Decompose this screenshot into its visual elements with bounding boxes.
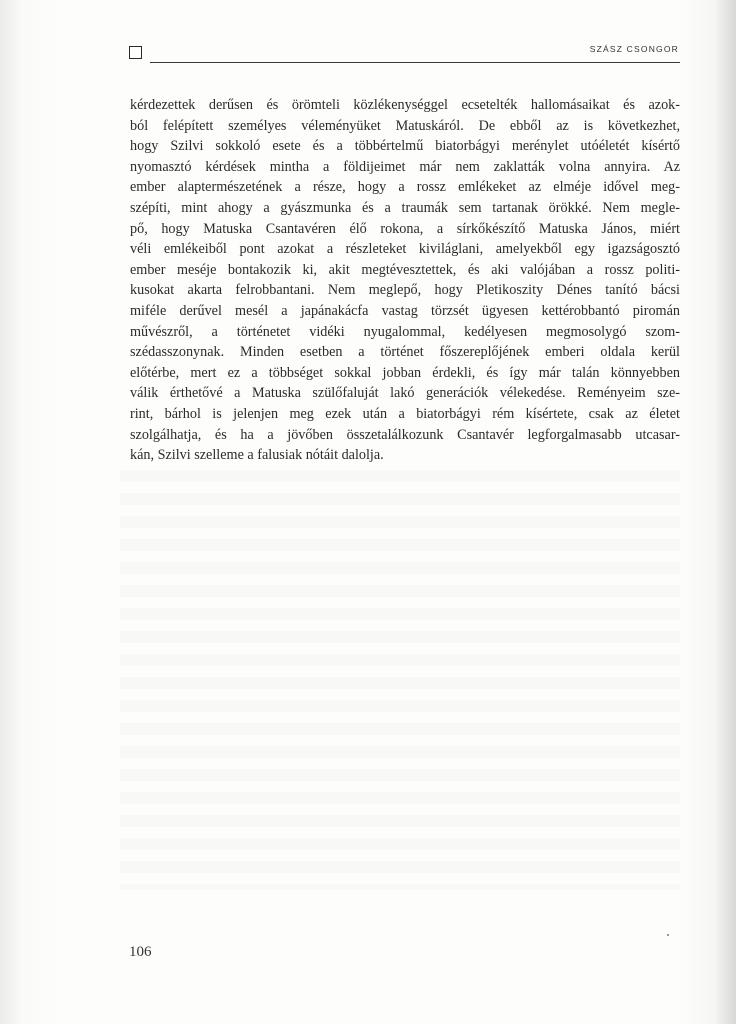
text-line: nyomasztó kérdések mintha a földijeimet már nem zaklatták volna annyira. Az xyxy=(130,158,680,175)
text-line: kusokat akarta felrobbantani. Nem meglepő, hogy Pletikoszity Dénes tanító bácsi xyxy=(130,282,680,299)
text-line: hogy Szilvi sokkoló esete és a többértelmű biatorbágyi merénylet utóéletét kísértő xyxy=(130,138,680,155)
text-line: véli emlékeiből pont azokat a részleteket kiviláglani, amelyekből egy igazságosztó xyxy=(130,241,680,258)
page-show-through xyxy=(120,470,680,890)
header-square-mark xyxy=(129,46,142,59)
text-line: kérdezettek derűsen és örömteli közlékenységgel ecsetelték hallomásaikat és azok- xyxy=(130,97,680,113)
text-line: ból felépített személyes véleményüket Matuskáról. De ebből az is következhet, xyxy=(130,117,680,134)
text-line: rint, bárhol is jelenjen meg ezek után a biatorbágyi rém kísértete, csak az életet xyxy=(130,405,680,422)
text-line: szépíti, mint ahogy a gyászmunka és a traumák sem tartanak örökké. Nem megle- xyxy=(130,199,680,216)
text-line: szolgálhatja, és ha a jövőben összetalálkozunk Csantavér legforgalmasabb utcasar- xyxy=(130,426,680,443)
text-line-last: kán, Szilvi szelleme a falusiak nótáit dalolja. xyxy=(130,447,384,464)
text-line: szédasszonynak. Minden esetben a történet főszereplőjének emberi oldala kerül xyxy=(130,344,680,361)
paper-speck xyxy=(667,934,669,936)
body-paragraph xyxy=(130,95,680,466)
text-line: előtérbe, mert ez a többséget sokkal jobban érdekli, és így már talán könnyebben xyxy=(130,364,680,381)
text-line: művészről, a történetet vidéki nyugalommal, kedélyesen megmosolygó szom- xyxy=(130,323,680,340)
text-line: válik érthetővé a Matuska szülőfaluját lakó generációk vélekedése. Reményeim sze- xyxy=(130,385,680,402)
header-rule xyxy=(150,62,680,63)
running-head-author: SZÁSZ CSONGOR xyxy=(589,44,679,54)
page-number: 106 xyxy=(129,944,152,960)
text-line: ember meséje bontakozik ki, akit megtévesztettek, és aki valójában a rossz politi- xyxy=(130,261,680,278)
text-line: pő, hogy Matuska Csantavéren élő rokona, a sírkőkészítő Matuska János, miért xyxy=(130,220,680,237)
text-line: ember alaptermészetének a része, hogy a rossz emlékeket az elméje idővel meg- xyxy=(130,179,680,196)
text-line: miféle derűvel mesél a japánakácfa vastag törzsét ügyesen kettérobbantó piromán xyxy=(130,302,680,319)
